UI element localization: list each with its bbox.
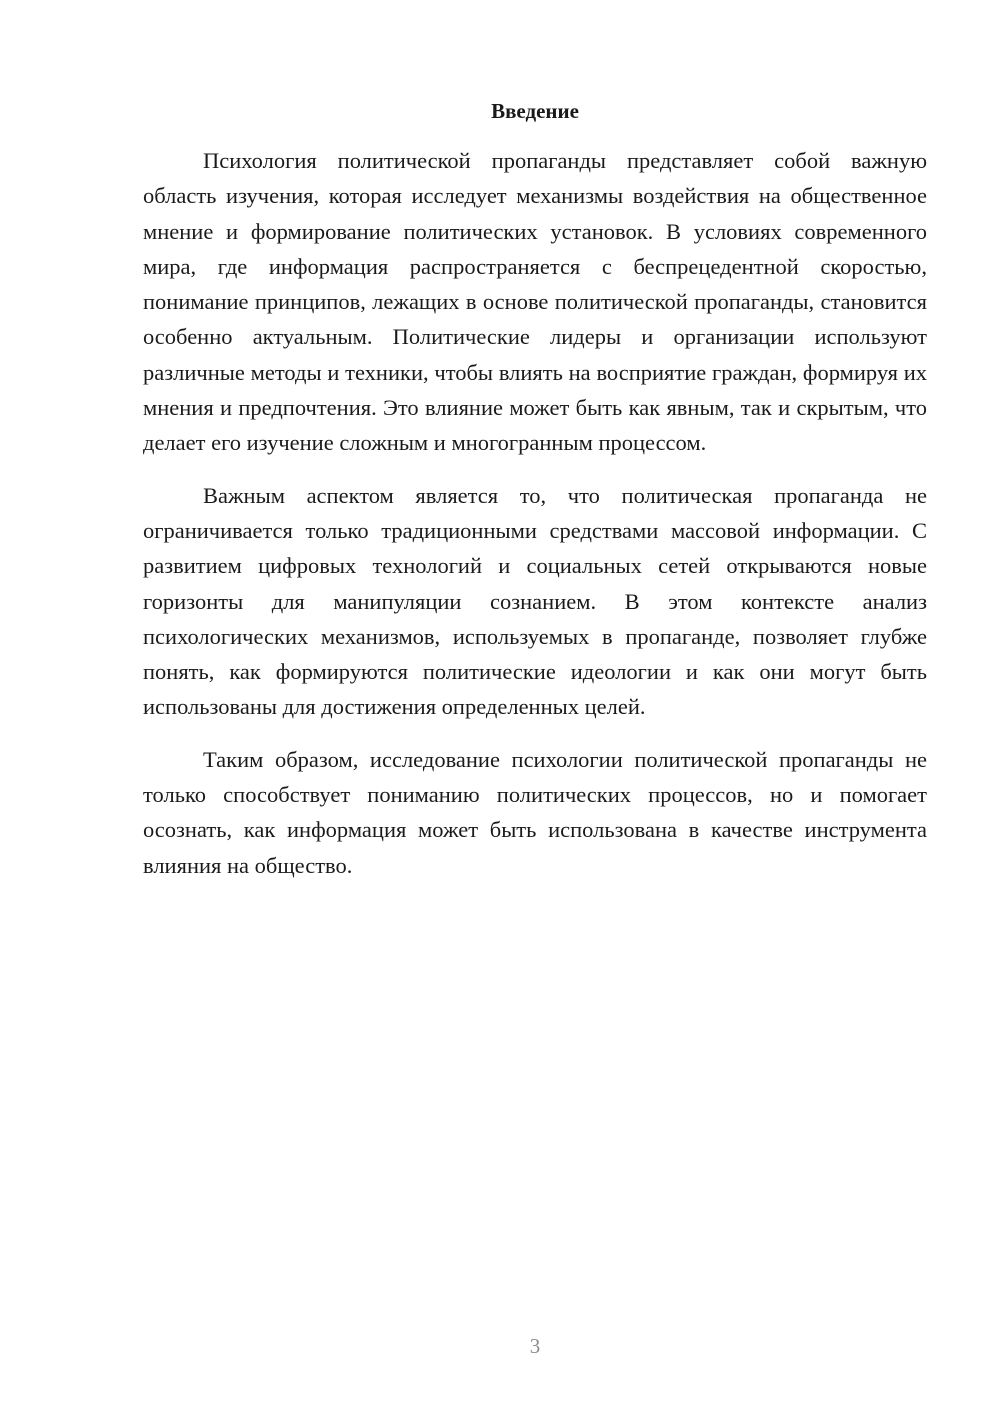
page-number: 3 bbox=[529, 1334, 541, 1358]
paragraph-1: Психология политической пропаганды представляет собой важную область изучения, которая исследует механизмы воздействия на общественное мнение и формирование политических установок. В условиях современного мира, где информация распространяется с беспрецедентной скоростью, понимание принципов, лежащих в основе политической пропаганды, становится особенно актуальным. Политические лидеры и организации используют различные методы и техники, чтобы влиять на восприятие граждан, формируя их мнения и предпочтения. Это влияние может быть как явным, так и скрытым, что делает его изучение сложным и многогранным процессом. bbox=[143, 148, 927, 456]
body-text bbox=[143, 143, 927, 900]
paragraph-2: Важным аспектом является то, что политическая пропаганда не ограничивается только традиционными средствами массовой информации. С развитием цифровых технологий и социальных сетей открываются новые горизонты для манипуляции сознанием. В этом контексте анализ психологических механизмов, используемых в пропаганде, позволяет глубже понять, как формируются политические идеологии и как они могут быть использованы для достижения определенных целей. bbox=[143, 482, 927, 720]
section-heading: Введение bbox=[491, 99, 579, 123]
paragraph-3: Таким образом, исследование психологии политической пропаганды не только способствует пониманию политических процессов, но и помогает осознать, как информация может быть использована в качестве инструмента влияния на общество. bbox=[143, 746, 927, 878]
